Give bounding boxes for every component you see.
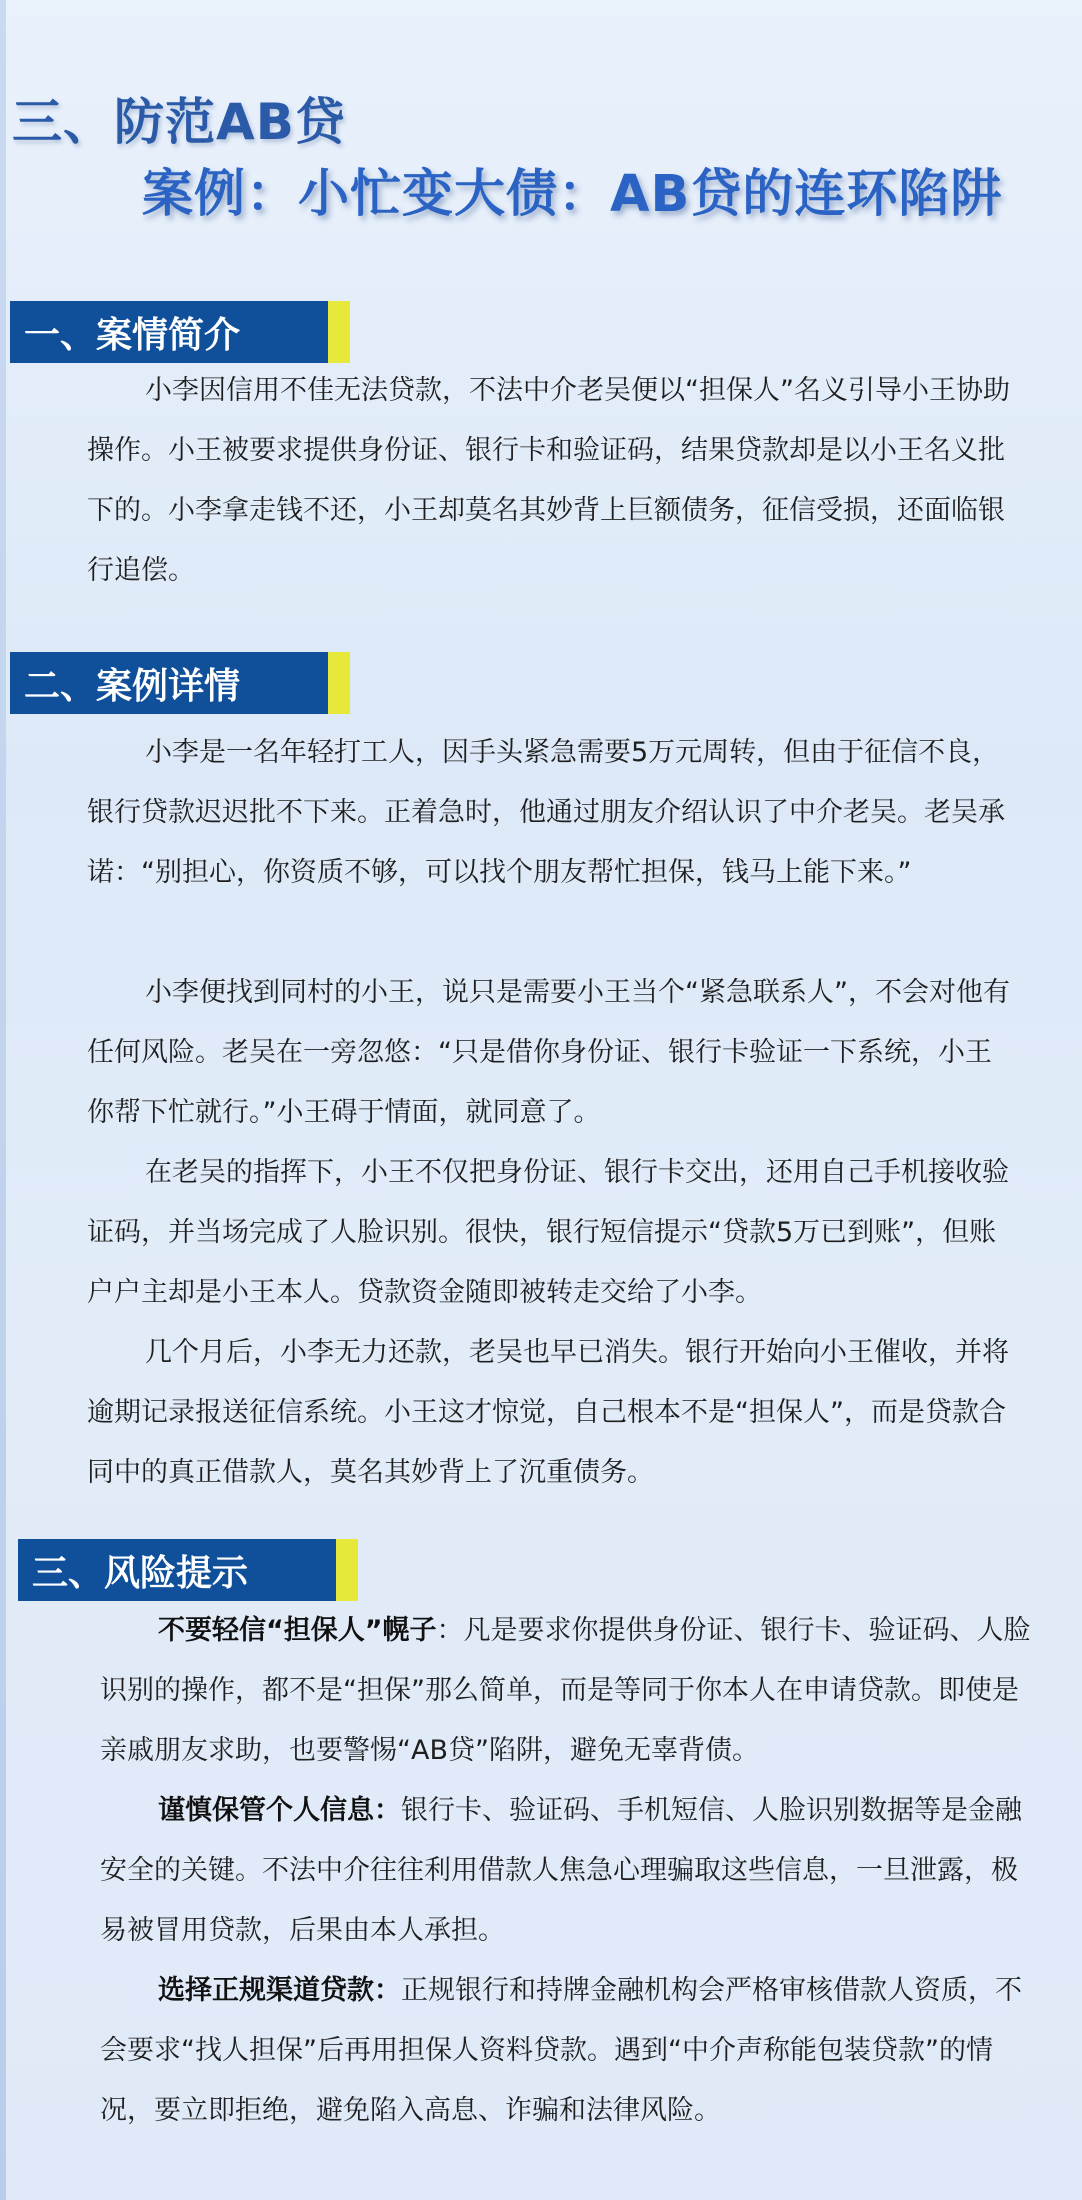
details-paragraph-4: 几个月后，小李无力还款，老吴也早已消失。银行开始向小王催收，并将逾期记录报送征信系统。小王这才惊觉，自己根本不是“担保人”，而是贷款合同中的真正借款人，莫名其妙背上了沉重债务。 — [87, 1337, 1009, 1488]
section-heading-label: 一、案情简介 — [24, 314, 241, 356]
page-subtitle: 案例：小忙变大债：AB贷的连环陷阱 — [142, 165, 1003, 224]
risk-tip-title: 谨慎保管个人信息： — [158, 1795, 401, 1826]
risk-tip-1 — [100, 1601, 1035, 1781]
risk-tip-3 — [100, 1961, 1030, 2141]
details-paragraph-2: 小李便找到同村的小王，说只是需要小王当个“紧急联系人”，不会对他有任何风险。老吴在一旁忽悠：“只是借你身份证、银行卡验证一下系统，小王你帮下忙就行。”小王碍于情面，就同意了。 — [87, 977, 1010, 1128]
section-heading-details — [10, 652, 328, 714]
section-heading-intro — [10, 301, 328, 363]
section-heading-accent — [328, 652, 350, 714]
details-paragraph-1: 小李是一名年轻打工人，因手头紧急需要5万元周转，但由于征信不良，银行贷款迟迟批不下来。正着急时，他通过朋友介绍认识了中介老吴。老吴承诺：“别担心，你资质不够，可以找个朋友帮忙担保，钱马上能下来。” — [87, 737, 1005, 888]
risk-tip-title: 选择正规渠道贷款： — [158, 1975, 401, 2006]
details-paragraph-3: 在老吴的指挥下，小王不仅把身份证、银行卡交出，还用自己手机接收验证码，并当场完成了人脸识别。很快，银行短信提示“贷款5万已到账”，但账户户主却是小王本人。贷款资金随即被转走交给了小李。 — [87, 1157, 1009, 1308]
risk-tip-text: ：凡是要求你提供身份证、银行卡、验证码、人脸识别的操作，都不是“担保”那么简单，而是等同于你本人在申请贷款。即使是亲戚朋友求助，也要警惕“AB贷”陷阱，避免无辜背债。 — [100, 1615, 1031, 1766]
section-heading-label: 三、风险提示 — [32, 1552, 249, 1594]
left-edge-decoration — [0, 0, 6, 2200]
intro-paragraph: 小李因信用不佳无法贷款，不法中介老吴便以“担保人”名义引导小王协助操作。小王被要求提供身份证、银行卡和验证码，结果贷款却是以小王名义批下的。小李拿走钱不还，小王却莫名其妙背上巨额债务，征信受损，还面临银行追偿。 — [87, 375, 1010, 586]
risk-tip-2 — [100, 1781, 1030, 1961]
risk-tip-text: 正规银行和持牌金融机构会严格审核借款人资质，不会要求“找人担保”后再用担保人资料贷款。遇到“中介声称能包装贷款”的情况，要立即拒绝，避免陷入高息、诈骗和法律风险。 — [100, 1975, 1022, 2126]
section-heading-accent — [336, 1539, 358, 1601]
section-heading-accent — [328, 301, 350, 363]
section-heading-label: 二、案例详情 — [24, 665, 241, 707]
page-title: 三、防范AB贷 — [12, 93, 346, 151]
section-heading-risks — [18, 1539, 336, 1601]
risk-tip-title: 不要轻信“担保人”幌子 — [158, 1615, 437, 1646]
risk-tip-text: 银行卡、验证码、手机短信、人脸识别数据等是金融安全的关键。不法中介往往利用借款人焦急心理骗取这些信息，一旦泄露，极易被冒用贷款，后果由本人承担。 — [100, 1795, 1022, 1946]
